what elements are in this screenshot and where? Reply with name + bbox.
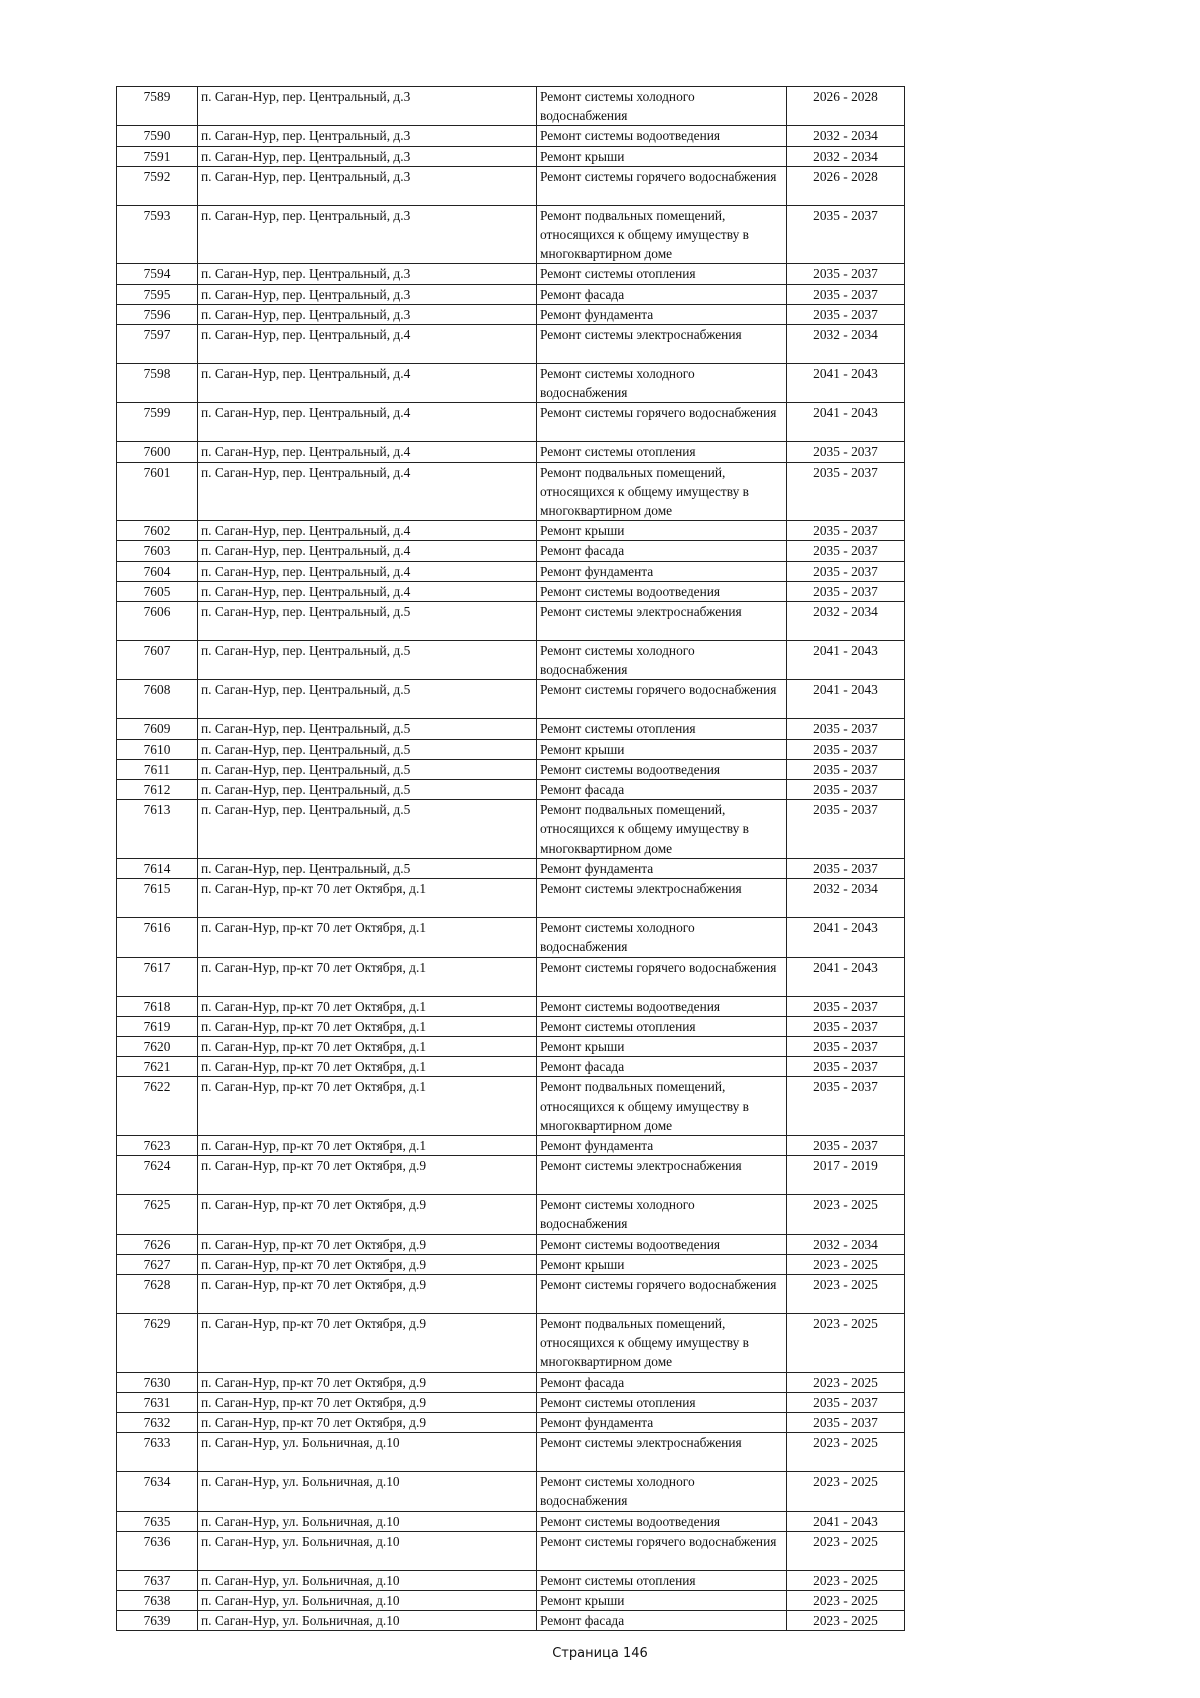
row-number-cell: 7635 xyxy=(117,1511,198,1531)
table-row xyxy=(117,1077,905,1136)
table-row xyxy=(117,1611,905,1631)
work-type-cell: Ремонт фундамента xyxy=(537,1135,787,1155)
address-cell: п. Саган-Нур, пер. Центральный, д.4 xyxy=(198,462,537,521)
address-cell: п. Саган-Нур, пер. Центральный, д.5 xyxy=(198,739,537,759)
address-cell: п. Саган-Нур, пер. Центральный, д.3 xyxy=(198,166,537,205)
table-row xyxy=(117,759,905,779)
table-row xyxy=(117,680,905,719)
address-cell: п. Саган-Нур, пр-кт 70 лет Октября, д.1 xyxy=(198,918,537,957)
row-number-cell: 7603 xyxy=(117,541,198,561)
work-type-cell: Ремонт подвальных помещений, относящихся к общему имуществу в многоквартирном доме xyxy=(537,1313,787,1372)
address-cell: п. Саган-Нур, пр-кт 70 лет Октября, д.1 xyxy=(198,996,537,1016)
period-cell: 2035 - 2037 xyxy=(787,780,905,800)
row-number-cell: 7592 xyxy=(117,166,198,205)
period-cell: 2041 - 2043 xyxy=(787,680,905,719)
work-type-cell: Ремонт крыши xyxy=(537,1254,787,1274)
work-type-cell: Ремонт системы холодного водоснабжения xyxy=(537,641,787,680)
work-type-cell: Ремонт крыши xyxy=(537,739,787,759)
table-row xyxy=(117,284,905,304)
address-cell: п. Саган-Нур, пер. Центральный, д.4 xyxy=(198,581,537,601)
work-type-cell: Ремонт фасада xyxy=(537,1057,787,1077)
period-cell: 2035 - 2037 xyxy=(787,521,905,541)
table-row xyxy=(117,581,905,601)
table-row xyxy=(117,1511,905,1531)
row-number-cell: 7627 xyxy=(117,1254,198,1274)
table-row xyxy=(117,1234,905,1254)
table-row xyxy=(117,264,905,284)
work-type-cell: Ремонт системы холодного водоснабжения xyxy=(537,1472,787,1511)
row-number-cell: 7600 xyxy=(117,442,198,462)
period-cell: 2023 - 2025 xyxy=(787,1433,905,1472)
period-cell: 2023 - 2025 xyxy=(787,1590,905,1610)
table-row xyxy=(117,442,905,462)
row-number-cell: 7596 xyxy=(117,304,198,324)
address-cell: п. Саган-Нур, ул. Больничная, д.10 xyxy=(198,1531,537,1570)
work-type-cell: Ремонт системы отопления xyxy=(537,719,787,739)
period-cell: 2032 - 2034 xyxy=(787,126,905,146)
table-row xyxy=(117,800,905,859)
work-type-cell: Ремонт фасада xyxy=(537,541,787,561)
period-cell: 2041 - 2043 xyxy=(787,918,905,957)
address-cell: п. Саган-Нур, пер. Центральный, д.4 xyxy=(198,403,537,442)
period-cell: 2035 - 2037 xyxy=(787,1077,905,1136)
work-type-cell: Ремонт фасада xyxy=(537,1611,787,1631)
period-cell: 2035 - 2037 xyxy=(787,304,905,324)
row-number-cell: 7597 xyxy=(117,325,198,364)
address-cell: п. Саган-Нур, пер. Центральный, д.5 xyxy=(198,858,537,878)
row-number-cell: 7599 xyxy=(117,403,198,442)
address-cell: п. Саган-Нур, пр-кт 70 лет Октября, д.1 xyxy=(198,1135,537,1155)
row-number-cell: 7614 xyxy=(117,858,198,878)
work-type-cell: Ремонт фасада xyxy=(537,780,787,800)
period-cell: 2023 - 2025 xyxy=(787,1254,905,1274)
period-cell: 2041 - 2043 xyxy=(787,403,905,442)
row-number-cell: 7605 xyxy=(117,581,198,601)
work-type-cell: Ремонт системы водоотведения xyxy=(537,1511,787,1531)
work-type-cell: Ремонт системы отопления xyxy=(537,1016,787,1036)
row-number-cell: 7591 xyxy=(117,146,198,166)
row-number-cell: 7626 xyxy=(117,1234,198,1254)
table-row xyxy=(117,166,905,205)
table-row xyxy=(117,561,905,581)
address-cell: п. Саган-Нур, пр-кт 70 лет Октября, д.1 xyxy=(198,1036,537,1056)
address-cell: п. Саган-Нур, ул. Больничная, д.10 xyxy=(198,1433,537,1472)
work-type-cell: Ремонт системы отопления xyxy=(537,1392,787,1412)
row-number-cell: 7601 xyxy=(117,462,198,521)
period-cell: 2035 - 2037 xyxy=(787,1057,905,1077)
row-number-cell: 7619 xyxy=(117,1016,198,1036)
row-number-cell: 7607 xyxy=(117,641,198,680)
work-type-cell: Ремонт системы холодного водоснабжения xyxy=(537,918,787,957)
table-row xyxy=(117,146,905,166)
table-row xyxy=(117,521,905,541)
row-number-cell: 7639 xyxy=(117,1611,198,1631)
address-cell: п. Саган-Нур, пер. Центральный, д.4 xyxy=(198,442,537,462)
table-row xyxy=(117,602,905,641)
row-number-cell: 7638 xyxy=(117,1590,198,1610)
address-cell: п. Саган-Нур, пер. Центральный, д.3 xyxy=(198,304,537,324)
work-type-cell: Ремонт системы водоотведения xyxy=(537,1234,787,1254)
address-cell: п. Саган-Нур, пр-кт 70 лет Октября, д.9 xyxy=(198,1412,537,1432)
period-cell: 2023 - 2025 xyxy=(787,1195,905,1234)
table-row xyxy=(117,1392,905,1412)
row-number-cell: 7631 xyxy=(117,1392,198,1412)
address-cell: п. Саган-Нур, пер. Центральный, д.5 xyxy=(198,759,537,779)
work-type-cell: Ремонт подвальных помещений, относящихся к общему имуществу в многоквартирном доме xyxy=(537,800,787,859)
period-cell: 2032 - 2034 xyxy=(787,146,905,166)
table-row xyxy=(117,1274,905,1313)
work-type-cell: Ремонт системы холодного водоснабжения xyxy=(537,364,787,403)
table-row xyxy=(117,1433,905,1472)
work-type-cell: Ремонт системы электроснабжения xyxy=(537,325,787,364)
row-number-cell: 7637 xyxy=(117,1570,198,1590)
row-number-cell: 7628 xyxy=(117,1274,198,1313)
period-cell: 2035 - 2037 xyxy=(787,1016,905,1036)
period-cell: 2023 - 2025 xyxy=(787,1472,905,1511)
row-number-cell: 7621 xyxy=(117,1057,198,1077)
period-cell: 2026 - 2028 xyxy=(787,87,905,126)
table-body xyxy=(117,87,905,1631)
row-number-cell: 7594 xyxy=(117,264,198,284)
address-cell: п. Саган-Нур, ул. Больничная, д.10 xyxy=(198,1511,537,1531)
address-cell: п. Саган-Нур, пер. Центральный, д.3 xyxy=(198,205,537,264)
period-cell: 2023 - 2025 xyxy=(787,1531,905,1570)
period-cell: 2035 - 2037 xyxy=(787,739,905,759)
table-row xyxy=(117,462,905,521)
address-cell: п. Саган-Нур, пер. Центральный, д.5 xyxy=(198,800,537,859)
row-number-cell: 7636 xyxy=(117,1531,198,1570)
address-cell: п. Саган-Нур, пер. Центральный, д.3 xyxy=(198,146,537,166)
period-cell: 2035 - 2037 xyxy=(787,264,905,284)
table-row xyxy=(117,1254,905,1274)
address-cell: п. Саган-Нур, пр-кт 70 лет Октября, д.9 xyxy=(198,1372,537,1392)
table-row xyxy=(117,205,905,264)
work-type-cell: Ремонт системы водоотведения xyxy=(537,581,787,601)
repair-schedule-table xyxy=(116,86,905,1631)
period-cell: 2035 - 2037 xyxy=(787,284,905,304)
table-row xyxy=(117,879,905,918)
table-row xyxy=(117,541,905,561)
table-row xyxy=(117,858,905,878)
period-cell: 2035 - 2037 xyxy=(787,1036,905,1056)
address-cell: п. Саган-Нур, пер. Центральный, д.3 xyxy=(198,126,537,146)
row-number-cell: 7609 xyxy=(117,719,198,739)
period-cell: 2035 - 2037 xyxy=(787,442,905,462)
work-type-cell: Ремонт системы электроснабжения xyxy=(537,879,787,918)
address-cell: п. Саган-Нур, пер. Центральный, д.5 xyxy=(198,780,537,800)
row-number-cell: 7629 xyxy=(117,1313,198,1372)
table-row xyxy=(117,918,905,957)
work-type-cell: Ремонт системы электроснабжения xyxy=(537,1433,787,1472)
period-cell: 2041 - 2043 xyxy=(787,957,905,996)
row-number-cell: 7625 xyxy=(117,1195,198,1234)
address-cell: п. Саган-Нур, пр-кт 70 лет Октября, д.9 xyxy=(198,1392,537,1412)
table-row xyxy=(117,126,905,146)
table-row xyxy=(117,957,905,996)
address-cell: п. Саган-Нур, пер. Центральный, д.4 xyxy=(198,541,537,561)
period-cell: 2023 - 2025 xyxy=(787,1372,905,1392)
row-number-cell: 7602 xyxy=(117,521,198,541)
row-number-cell: 7593 xyxy=(117,205,198,264)
work-type-cell: Ремонт подвальных помещений, относящихся к общему имуществу в многоквартирном доме xyxy=(537,462,787,521)
work-type-cell: Ремонт системы горячего водоснабжения xyxy=(537,957,787,996)
row-number-cell: 7598 xyxy=(117,364,198,403)
address-cell: п. Саган-Нур, пр-кт 70 лет Октября, д.9 xyxy=(198,1234,537,1254)
work-type-cell: Ремонт фундамента xyxy=(537,561,787,581)
table-row xyxy=(117,364,905,403)
table-row xyxy=(117,1570,905,1590)
address-cell: п. Саган-Нур, пр-кт 70 лет Октября, д.9 xyxy=(198,1254,537,1274)
work-type-cell: Ремонт системы водоотведения xyxy=(537,996,787,1016)
address-cell: п. Саган-Нур, пр-кт 70 лет Октября, д.9 xyxy=(198,1156,537,1195)
address-cell: п. Саган-Нур, пер. Центральный, д.4 xyxy=(198,561,537,581)
row-number-cell: 7623 xyxy=(117,1135,198,1155)
address-cell: п. Саган-Нур, ул. Больничная, д.10 xyxy=(198,1472,537,1511)
period-cell: 2035 - 2037 xyxy=(787,759,905,779)
period-cell: 2023 - 2025 xyxy=(787,1611,905,1631)
period-cell: 2032 - 2034 xyxy=(787,325,905,364)
address-cell: п. Саган-Нур, пр-кт 70 лет Октября, д.9 xyxy=(198,1195,537,1234)
period-cell: 2032 - 2034 xyxy=(787,1234,905,1254)
row-number-cell: 7634 xyxy=(117,1472,198,1511)
row-number-cell: 7633 xyxy=(117,1433,198,1472)
table-row xyxy=(117,1372,905,1392)
period-cell: 2023 - 2025 xyxy=(787,1313,905,1372)
work-type-cell: Ремонт системы горячего водоснабжения xyxy=(537,1274,787,1313)
work-type-cell: Ремонт системы холодного водоснабжения xyxy=(537,1195,787,1234)
table-row xyxy=(117,1195,905,1234)
table-row xyxy=(117,1472,905,1511)
address-cell: п. Саган-Нур, пер. Центральный, д.5 xyxy=(198,641,537,680)
table-row xyxy=(117,87,905,126)
address-cell: п. Саган-Нур, ул. Больничная, д.10 xyxy=(198,1590,537,1610)
work-type-cell: Ремонт системы горячего водоснабжения xyxy=(537,1531,787,1570)
work-type-cell: Ремонт фундамента xyxy=(537,1412,787,1432)
address-cell: п. Саган-Нур, пер. Центральный, д.5 xyxy=(198,602,537,641)
row-number-cell: 7613 xyxy=(117,800,198,859)
period-cell: 2035 - 2037 xyxy=(787,462,905,521)
row-number-cell: 7610 xyxy=(117,739,198,759)
address-cell: п. Саган-Нур, пер. Центральный, д.4 xyxy=(198,325,537,364)
period-cell: 2023 - 2025 xyxy=(787,1274,905,1313)
work-type-cell: Ремонт фундамента xyxy=(537,304,787,324)
address-cell: п. Саган-Нур, пр-кт 70 лет Октября, д.1 xyxy=(198,1057,537,1077)
work-type-cell: Ремонт системы отопления xyxy=(537,442,787,462)
table-row xyxy=(117,1057,905,1077)
period-cell: 2032 - 2034 xyxy=(787,879,905,918)
table-row xyxy=(117,403,905,442)
period-cell: 2035 - 2037 xyxy=(787,581,905,601)
row-number-cell: 7612 xyxy=(117,780,198,800)
period-cell: 2041 - 2043 xyxy=(787,1511,905,1531)
row-number-cell: 7604 xyxy=(117,561,198,581)
table-row xyxy=(117,996,905,1016)
address-cell: п. Саган-Нур, пр-кт 70 лет Октября, д.9 xyxy=(198,1274,537,1313)
period-cell: 2035 - 2037 xyxy=(787,561,905,581)
work-type-cell: Ремонт подвальных помещений, относящихся к общему имуществу в многоквартирном доме xyxy=(537,205,787,264)
address-cell: п. Саган-Нур, пер. Центральный, д.5 xyxy=(198,680,537,719)
work-type-cell: Ремонт фасада xyxy=(537,284,787,304)
work-type-cell: Ремонт крыши xyxy=(537,1590,787,1610)
work-type-cell: Ремонт системы горячего водоснабжения xyxy=(537,403,787,442)
table-row xyxy=(117,739,905,759)
row-number-cell: 7615 xyxy=(117,879,198,918)
work-type-cell: Ремонт системы водоотведения xyxy=(537,126,787,146)
work-type-cell: Ремонт системы электроснабжения xyxy=(537,602,787,641)
table-row xyxy=(117,1036,905,1056)
address-cell: п. Саган-Нур, пер. Центральный, д.4 xyxy=(198,364,537,403)
work-type-cell: Ремонт системы отопления xyxy=(537,1570,787,1590)
address-cell: п. Саган-Нур, пер. Центральный, д.3 xyxy=(198,87,537,126)
address-cell: п. Саган-Нур, пр-кт 70 лет Октября, д.1 xyxy=(198,879,537,918)
table-row xyxy=(117,641,905,680)
row-number-cell: 7624 xyxy=(117,1156,198,1195)
row-number-cell: 7632 xyxy=(117,1412,198,1432)
table-row xyxy=(117,1135,905,1155)
work-type-cell: Ремонт системы электроснабжения xyxy=(537,1156,787,1195)
table-row xyxy=(117,1531,905,1570)
row-number-cell: 7618 xyxy=(117,996,198,1016)
table-row xyxy=(117,1313,905,1372)
row-number-cell: 7630 xyxy=(117,1372,198,1392)
address-cell: п. Саган-Нур, пр-кт 70 лет Октября, д.9 xyxy=(198,1313,537,1372)
work-type-cell: Ремонт системы холодного водоснабжения xyxy=(537,87,787,126)
address-cell: п. Саган-Нур, ул. Больничная, д.10 xyxy=(198,1570,537,1590)
table-row xyxy=(117,1016,905,1036)
page-footer: Страница 146 xyxy=(552,1646,648,1661)
work-type-cell: Ремонт крыши xyxy=(537,521,787,541)
period-cell: 2035 - 2037 xyxy=(787,800,905,859)
period-cell: 2035 - 2037 xyxy=(787,205,905,264)
row-number-cell: 7590 xyxy=(117,126,198,146)
period-cell: 2035 - 2037 xyxy=(787,858,905,878)
work-type-cell: Ремонт системы горячего водоснабжения xyxy=(537,680,787,719)
table-row xyxy=(117,1156,905,1195)
period-cell: 2035 - 2037 xyxy=(787,996,905,1016)
address-cell: п. Саган-Нур, пер. Центральный, д.5 xyxy=(198,719,537,739)
period-cell: 2035 - 2037 xyxy=(787,1412,905,1432)
row-number-cell: 7606 xyxy=(117,602,198,641)
table-row xyxy=(117,780,905,800)
address-cell: п. Саган-Нур, пр-кт 70 лет Октября, д.1 xyxy=(198,1016,537,1036)
table-row xyxy=(117,1590,905,1610)
table-row xyxy=(117,304,905,324)
row-number-cell: 7611 xyxy=(117,759,198,779)
work-type-cell: Ремонт крыши xyxy=(537,146,787,166)
table-row xyxy=(117,719,905,739)
period-cell: 2017 - 2019 xyxy=(787,1156,905,1195)
address-cell: п. Саган-Нур, пер. Центральный, д.4 xyxy=(198,521,537,541)
work-type-cell: Ремонт подвальных помещений, относящихся к общему имуществу в многоквартирном доме xyxy=(537,1077,787,1136)
row-number-cell: 7616 xyxy=(117,918,198,957)
address-cell: п. Саган-Нур, пр-кт 70 лет Октября, д.1 xyxy=(198,957,537,996)
row-number-cell: 7617 xyxy=(117,957,198,996)
address-cell: п. Саган-Нур, пр-кт 70 лет Октября, д.1 xyxy=(198,1077,537,1136)
period-cell: 2035 - 2037 xyxy=(787,541,905,561)
period-cell: 2035 - 2037 xyxy=(787,1392,905,1412)
work-type-cell: Ремонт системы отопления xyxy=(537,264,787,284)
period-cell: 2023 - 2025 xyxy=(787,1570,905,1590)
period-cell: 2035 - 2037 xyxy=(787,719,905,739)
table-row xyxy=(117,1412,905,1432)
work-type-cell: Ремонт системы горячего водоснабжения xyxy=(537,166,787,205)
row-number-cell: 7620 xyxy=(117,1036,198,1056)
address-cell: п. Саган-Нур, ул. Больничная, д.10 xyxy=(198,1611,537,1631)
row-number-cell: 7622 xyxy=(117,1077,198,1136)
work-type-cell: Ремонт системы водоотведения xyxy=(537,759,787,779)
period-cell: 2026 - 2028 xyxy=(787,166,905,205)
row-number-cell: 7589 xyxy=(117,87,198,126)
work-type-cell: Ремонт фундамента xyxy=(537,858,787,878)
work-type-cell: Ремонт крыши xyxy=(537,1036,787,1056)
address-cell: п. Саган-Нур, пер. Центральный, д.3 xyxy=(198,264,537,284)
row-number-cell: 7608 xyxy=(117,680,198,719)
period-cell: 2041 - 2043 xyxy=(787,364,905,403)
address-cell: п. Саган-Нур, пер. Центральный, д.3 xyxy=(198,284,537,304)
period-cell: 2032 - 2034 xyxy=(787,602,905,641)
table-row xyxy=(117,325,905,364)
period-cell: 2041 - 2043 xyxy=(787,641,905,680)
work-type-cell: Ремонт фасада xyxy=(537,1372,787,1392)
period-cell: 2035 - 2037 xyxy=(787,1135,905,1155)
row-number-cell: 7595 xyxy=(117,284,198,304)
